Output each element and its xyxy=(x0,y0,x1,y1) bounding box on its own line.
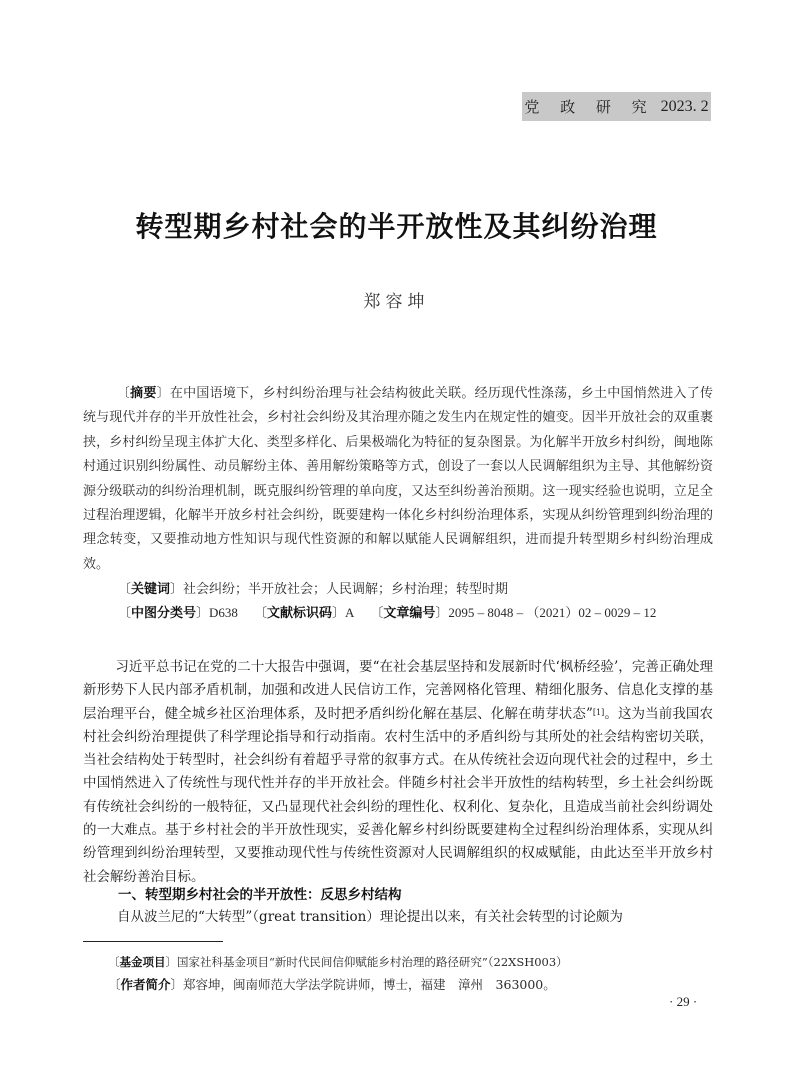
bracket-close: 〕 xyxy=(170,582,184,597)
abstract xyxy=(83,382,713,577)
doc-code-value: A xyxy=(344,605,355,620)
body-paragraph xyxy=(83,656,713,889)
bracket-open: 〔 xyxy=(253,606,267,621)
doc-code-label: 文献标识码 xyxy=(266,606,332,621)
journal-name: 党 政 研 究 xyxy=(524,98,655,116)
paragraph-text: 。这为当前我国农村社会纠纷治理提供了科学理论指导和行动指南。农村生活中的矛盾纠纷与其所处的社会结构密切关联，当社会结构处于转型时，社会纠纷有着超乎寻常的叙事方式。在从传统社会迈向现代社会的过程中，乡土中国悄然进入了传统性与现代性并存的半开放社会。伴随乡村社会半开放性的结构转型，乡土社会纠纷既有传统社会纠纷的一般特征，又凸显现代社会纠纷的理性化、权利化、复杂化，且造成当前社会纠纷调处的一大难点。基于乡村社会的半开放性现实，妥善化解乡村纠纷既要建构全过程纠纷治理体系，实现从纠纷管理到纠纷治理转型，又要推动现代性与传统性资源对人民调解组织的权威赋能，由此达至半开放乡村社会解纷善治目标。 xyxy=(83,705,714,885)
footnote-author xyxy=(108,975,556,993)
bracket-close: 〕 xyxy=(196,606,210,621)
abstract-paragraph xyxy=(83,382,713,577)
page-number: · 29 · xyxy=(669,994,698,1009)
footnote-divider xyxy=(83,941,223,942)
bracket-close: 〕 xyxy=(170,977,184,992)
journal-issue: 2023. 2 xyxy=(660,97,709,115)
bracket-close: 〕 xyxy=(165,955,177,969)
bracket-close: 〕 xyxy=(331,606,345,621)
bracket-open: 〔 xyxy=(108,955,120,969)
bracket-open: 〔 xyxy=(108,977,121,992)
fund-label: 基金项目 xyxy=(119,955,166,969)
clc-value: D638 xyxy=(209,605,238,620)
article-author: 郑容坤 xyxy=(363,292,430,312)
paragraph-text: 自从波兰尼的“大转型”（great transition）理论提出以来，有关社会转型的讨论颇为 xyxy=(117,909,623,925)
bracket-close: 〕 xyxy=(435,606,449,621)
author-info-text: 郑容坤，闽南师范大学法学院讲师，博士，福建 漳州 363000。 xyxy=(183,977,556,992)
keywords-text: 社会纠纷；半开放社会；人民调解；乡村治理；转型时期 xyxy=(183,582,509,597)
fund-text: 国家社科基金项目“新时代民间信仰赋能乡村治理的路径研究”（22XSH003） xyxy=(177,955,568,969)
keywords-label: 关键词 xyxy=(131,582,171,597)
bracket-open: 〔 xyxy=(118,582,132,597)
body-text xyxy=(83,656,713,889)
footnote-fund xyxy=(108,954,568,970)
paragraph-text: 习近平总书记在党的二十大报告中强调，要“在社会基层坚持和发展新时代‘枫桥经验’，完善正确处理新形势下人民内部矛盾机制，加强和改进人民信访工作，完善网格化管理、精细化服务、信息化支撑的基层治理平台，健全城乡社区治理体系，及时把矛盾纠纷化解在基层、化解在萌芽状态” xyxy=(83,659,713,722)
clc-label: 中图分类号 xyxy=(131,606,197,621)
bracket-open: 〔 xyxy=(118,606,132,621)
author-info-label: 作者简介 xyxy=(120,977,171,992)
abstract-label: 摘要 xyxy=(130,386,157,401)
abstract-text: 在中国语境下，乡村纠纷治理与社会结构彼此关联。经历现代性涤荡，乡土中国悄然进入了传统与现代并存的半开放性社会，乡村社会纠纷及其治理亦随之发生内在规定性的嬗变。因半开放社会的双重裹挟，乡村纠纷呈现主体扩大化、类型多样化、后果极端化为特征的复杂图景。为化解半开放乡村纠纷，闽地陈村通过识别纠纷属性、动员解纷主体、善用解纷策略等方式，创设了一套以人民调解组织为主导、其他解纷资源分级联动的纠纷治理机制，既克服纠纷管理的单向度，又达至纠纷善治预期。这一现实经验也说明，立足全过程治理逻辑，化解半开放乡村社会纠纷，既要建构一体化乡村纠纷治理体系，实现从纠纷管理到纠纷治理的理念转变，又要推动地方性知识与现代性资源的和解以赋能人民调解组织，进而提升转型期乡村纠纷治理成效。 xyxy=(83,386,713,572)
body-paragraph-2 xyxy=(83,906,713,929)
section-heading: 一、转型期乡村社会的半开放性：反思乡村结构 xyxy=(118,887,402,903)
keywords-line xyxy=(118,578,508,597)
article-title: 转型期乡村社会的半开放性及其纠纷治理 xyxy=(135,210,658,243)
bracket-open: 〔 xyxy=(370,606,384,621)
article-no-value: 2095 – 8048 – （2021）02 – 0029 – 12 xyxy=(448,605,657,620)
bracket-close: 〕 xyxy=(156,386,170,401)
classification-line xyxy=(118,602,656,621)
article-no-label: 文章编号 xyxy=(383,606,436,621)
bracket-open: 〔 xyxy=(116,386,131,401)
reference-marker[interactable]: [1] xyxy=(592,707,605,717)
journal-header-box xyxy=(522,92,711,121)
